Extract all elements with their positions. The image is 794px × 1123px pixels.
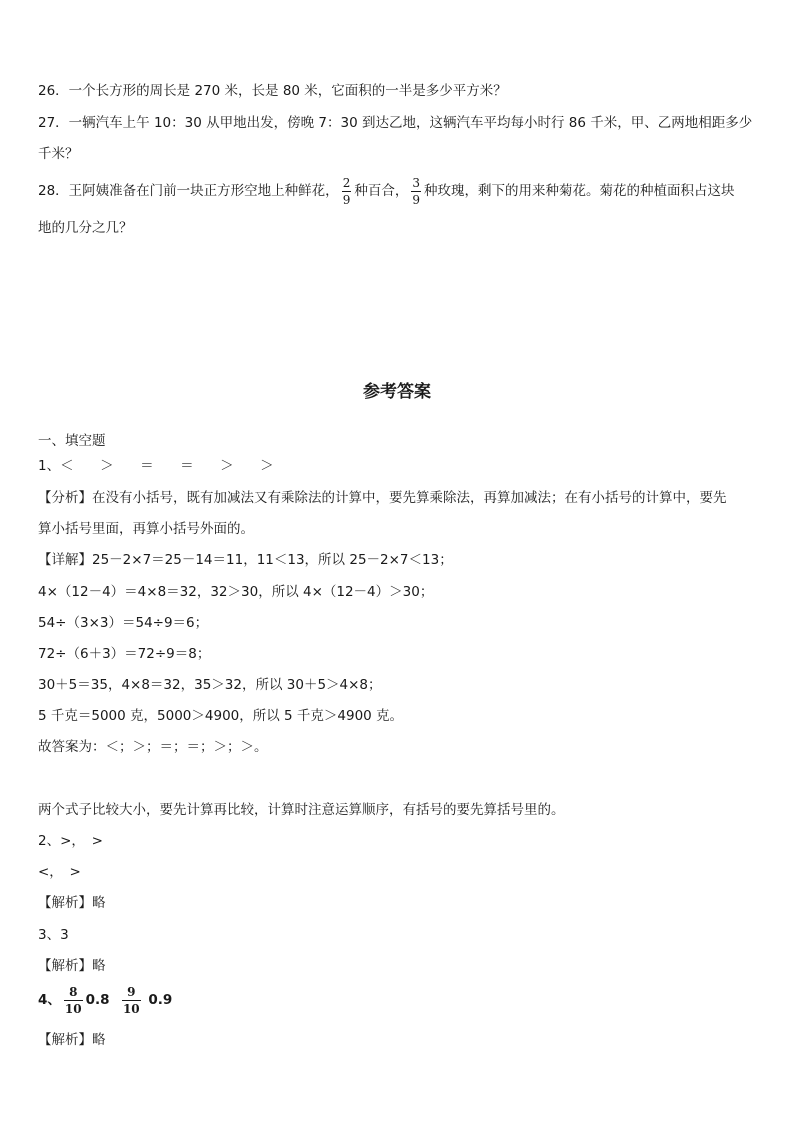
- answer-3-analysis: 【解析】略: [38, 958, 106, 974]
- fraction-eight-tenths: $\frac{8}{10}$: [64, 984, 82, 1016]
- section-fill-in-blank: 一、填空题: [38, 433, 106, 449]
- answer-1-detail-1: 【详解】25－2×7＝25－14＝11，11＜13，所以 25－2×7＜13；: [38, 552, 453, 568]
- answer-2-line-2: <， >: [38, 864, 81, 880]
- answers-title: 参考答案: [363, 382, 431, 402]
- question-26: 26．一个长方形的周长是 270 米，长是 80 米，它面积的一半是多少平方米？: [38, 83, 507, 99]
- answer-1-detail-5: 30＋5＝35，4×8＝32，35＞32，所以 30＋5＞4×8；: [38, 677, 382, 693]
- question-28-text-2: 种百合，: [354, 183, 409, 199]
- question-28-text-1: 28．王阿姨准备在门前一块正方形空地上种鲜花，: [38, 183, 339, 199]
- answer-1-detail-4: 72÷（6＋3）＝72÷9＝8；: [38, 646, 211, 662]
- answer-3: 3、3: [38, 927, 69, 943]
- question-27-line-2: 千米？: [38, 146, 79, 162]
- answer-1-final: 故答案为：＜；＞；＝；＝；＞；＞。: [38, 739, 268, 755]
- answer-1-analysis-line-1: 【分析】在没有小括号，既有加减法又有乘除法的计算中，要先算乘除法，再算加减法；在有小括号的计算中，要先: [38, 490, 727, 506]
- question-27-line-1: 27．一辆汽车上午 10：30 从甲地出发，傍晚 7：30 到达乙地，这辆汽车平均每小时行 86 千米，甲、乙两地相距多少: [38, 115, 753, 131]
- answer-4-analysis: 【解析】略: [38, 1032, 106, 1048]
- answer-1-note: 两个式子比较大小，要先计算再比较，计算时注意运算顺序，有括号的要先算括号里的。: [38, 802, 565, 818]
- answer-1-detail-6: 5 千克＝5000 克，5000＞4900，所以 5 千克＞4900 克。: [38, 708, 404, 724]
- answer-4: 4、 $\frac{8}{10}$ 0.8 $\frac{9}{10}$ 0.9: [38, 984, 173, 1016]
- answer-1-detail-3: 54÷（3×3）＝54÷9＝6；: [38, 615, 209, 631]
- question-28-line-1: [38, 176, 734, 206]
- answer-2-line-1: 2、>， >: [38, 833, 103, 849]
- answer-1-detail-2: 4×（12－4）＝4×8＝32，32＞30，所以 4×（12－4）＞30；: [38, 584, 434, 600]
- answer-1-symbols: 1、＜ ＞ ＝ ＝ ＞ ＞: [38, 458, 274, 474]
- answer-1-analysis-line-2: 算小括号里面，再算小括号外面的。: [38, 521, 254, 537]
- question-28-line-2: 地的几分之几？: [38, 220, 133, 236]
- fraction-three-ninths: $\frac{3}{9}$: [412, 175, 420, 207]
- fraction-nine-tenths: $\frac{9}{10}$: [122, 984, 140, 1016]
- fraction-two-ninths: $\frac{2}{9}$: [342, 175, 351, 207]
- answer-2-analysis: 【解析】略: [38, 895, 106, 911]
- question-28-text-3: 种玫瑰，剩下的用来种菊花。菊花的种植面积占这块: [423, 183, 735, 199]
